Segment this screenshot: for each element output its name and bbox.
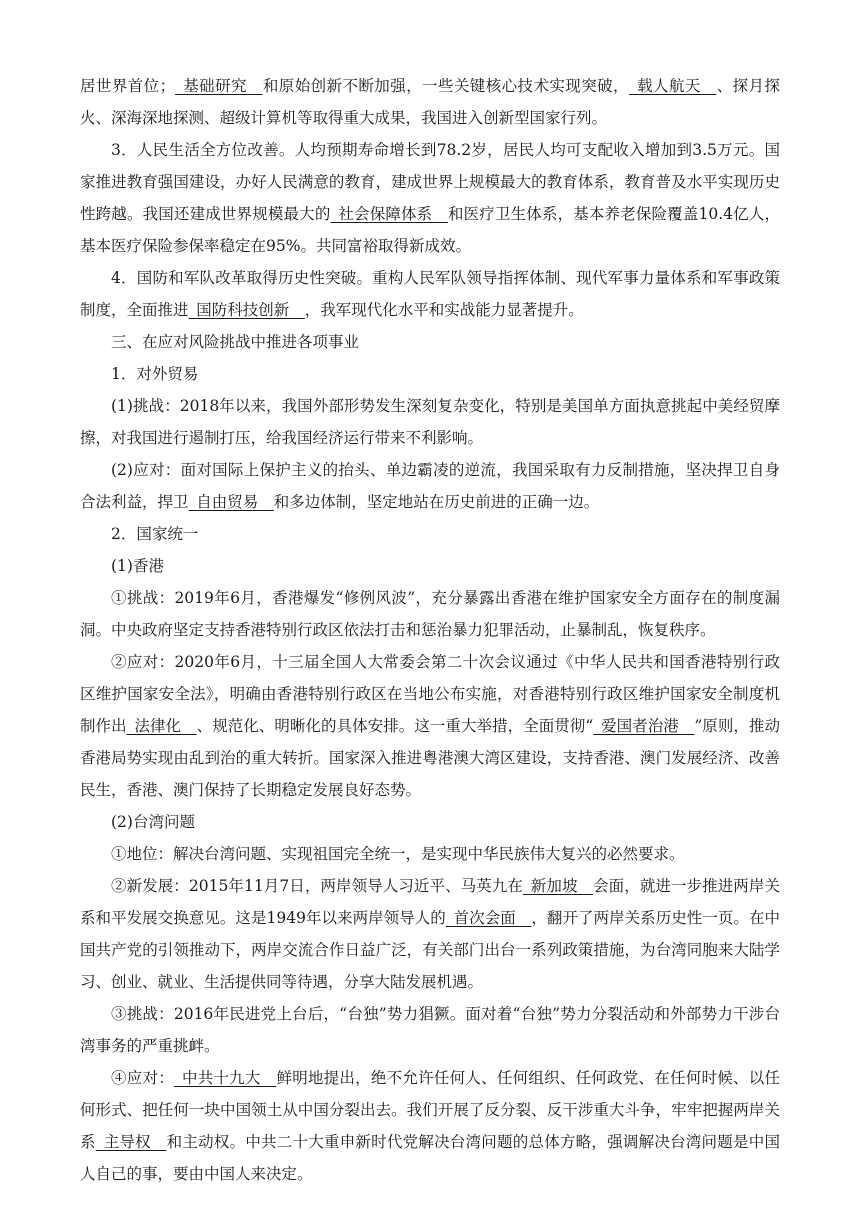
paragraph-text: 三、在应对风险挑战中推进各项事业 — [111, 333, 360, 351]
paragraph — [80, 134, 780, 262]
fill-in-answer: _自由贸易__ — [188, 493, 274, 511]
paragraph-text: ，翻开了两岸关系历史性一页。在中国共产党的引领推动下，两岸交流合作日益广泛，有关部门出台一系列政策措施，为台湾同胞来大陆学习、创业、就业、生活提供同等待遇，分享大陆发展机遇。 — [80, 909, 780, 991]
fill-in-answer: _基础研究__ — [175, 77, 263, 95]
paragraph-text: 和原始创新不断加强，一些关键核心技术实现突破， — [262, 77, 629, 95]
fill-in-answer: _中共十九大__ — [173, 1069, 277, 1087]
paragraph-text: (2)应对：面对国际上保护主义的抬头、单边霸凌的逆流，我国采取有力反制措施，坚决捍卫自身合法利益，捍卫 — [80, 461, 780, 511]
paragraph-text: 和主动权。中共二十大重申新时代党解决台湾问题的总体方略，强调解决台湾问题是中国人自己的事，要由中国人来决定。 — [80, 1133, 780, 1183]
paragraph — [80, 646, 780, 806]
paragraph-text: 居世界首位； — [80, 77, 176, 95]
paragraph-text: 、探月探火、深海深地探测、超级计算机等取得重大成果，我国进入创新型国家行列。 — [80, 77, 780, 127]
fill-in-answer: _社会保障体系__ — [330, 205, 448, 223]
paragraph — [80, 806, 780, 838]
paragraph-text: 鲜明地提出，绝不允许任何人、任何组织、任何政党、在任何时候、以任何形式、把任何一块中国领土从中国分裂出去。我们开展了反分裂、反干涉重大斗争，牢牢把握两岸关系 — [80, 1069, 780, 1151]
fill-in-answer: _新加坡__ — [522, 877, 594, 895]
paragraph-text: 4．国防和军队改革取得历史性突破。重构人民军队领导指挥体制、现代军事力量体系和军事政策制度，全面推进 — [80, 269, 780, 319]
paragraph — [80, 838, 780, 870]
paragraph-text: ①挑战：2019年6月，香港爆发“修例风波”，充分暴露出香港在维护国家安全方面存在的制度漏洞。中央政府坚定支持香港特别行政区依法打击和惩治暴力犯罪活动，止暴制乱，恢复秩序。 — [80, 589, 780, 639]
paragraph-text: 和医疗卫生体系，基本养老保险覆盖10.4亿人，基本医疗保险参保率稳定在95%。共同富裕取得新成效。 — [80, 205, 780, 255]
paragraph — [80, 70, 780, 134]
paragraph-text: (1)香港 — [111, 557, 164, 575]
paragraph-text: 1．对外贸易 — [111, 365, 199, 383]
paragraph-text: ②新发展：2015年11月7日，两岸领导人习近平、马英九在 — [111, 877, 523, 895]
paragraph-text: (2)台湾问题 — [111, 813, 195, 831]
paragraph-text: (1)挑战：2018年以来，我国外部形势发生深刻复杂变化，特别是美国单方面执意挑起中美经贸摩擦，对我国进行遏制打压，给我国经济运行带来不利影响。 — [80, 397, 780, 447]
paragraph-text: 会面，就进一步推进两岸关系和平发展交换意见。这是1949年以来两岸领导人的 — [80, 877, 780, 927]
fill-in-answer: _国防科技创新__ — [188, 301, 305, 319]
paragraph — [80, 550, 780, 582]
fill-in-answer: _主导权__ — [95, 1133, 167, 1151]
document-body — [80, 70, 780, 1190]
paragraph — [80, 390, 780, 454]
paragraph — [80, 870, 780, 998]
paragraph-text: ①地位：解决台湾问题、实现祖国完全统一，是实现中华民族伟大复兴的必然要求。 — [111, 845, 685, 863]
paragraph-text: ②应对：2020年6月，十三届全国人大常委会第二十次会议通过《中华人民共和国香港特别行政区维护国家安全法》，明确由香港特别行政区在当地公布实施，对香港特别行政区维护国家安全制度机制作出 — [80, 653, 780, 735]
paragraph-text: ，我军现代化水平和实战能力显著提升。 — [304, 301, 584, 319]
fill-in-answer: _法律化__ — [126, 717, 197, 735]
paragraph — [80, 262, 780, 326]
fill-in-answer: _首次会面__ — [445, 909, 532, 927]
paragraph — [80, 518, 780, 550]
paragraph-text: ④应对： — [111, 1069, 174, 1087]
paragraph-text: 和多边体制，坚定地站在历史前进的正确一边。 — [273, 493, 600, 511]
paragraph-text: 、规范化、明晰化的具体安排。这一重大举措，全面贯彻“ — [196, 717, 594, 735]
paragraph-text: 2．国家统一 — [111, 525, 199, 543]
paragraph — [80, 1062, 780, 1190]
paragraph-text: ”原则，推动香港局势实现由乱到治的重大转折。国家深入推进粤港澳大湾区建设，支持香港、澳门发展经济、改善民生，香港、澳门保持了长期稳定发展良好态势。 — [80, 717, 780, 799]
paragraph — [80, 326, 780, 358]
paragraph — [80, 582, 780, 646]
paragraph — [80, 454, 780, 518]
paragraph-text: 3．人民生活全方位改善。人均预期寿命增长到78.2岁，居民人均可支配收入增加到3.5万元。国家推进教育强国建设，办好人民满意的教育，建成世界上规模最大的教育体系，教育普及水平实现历史性跨越。我国还建成世界规模最大的 — [80, 141, 780, 223]
paragraph-text: ③挑战：2016年民进党上台后，“台独”势力猖獗。面对着“台独”势力分裂活动和外部势力干涉台湾事务的严重挑衅。 — [80, 1005, 780, 1055]
paragraph — [80, 998, 780, 1062]
paragraph — [80, 358, 780, 390]
fill-in-answer: _爱国者治港__ — [593, 717, 695, 735]
fill-in-answer: _载人航天__ — [628, 77, 717, 95]
